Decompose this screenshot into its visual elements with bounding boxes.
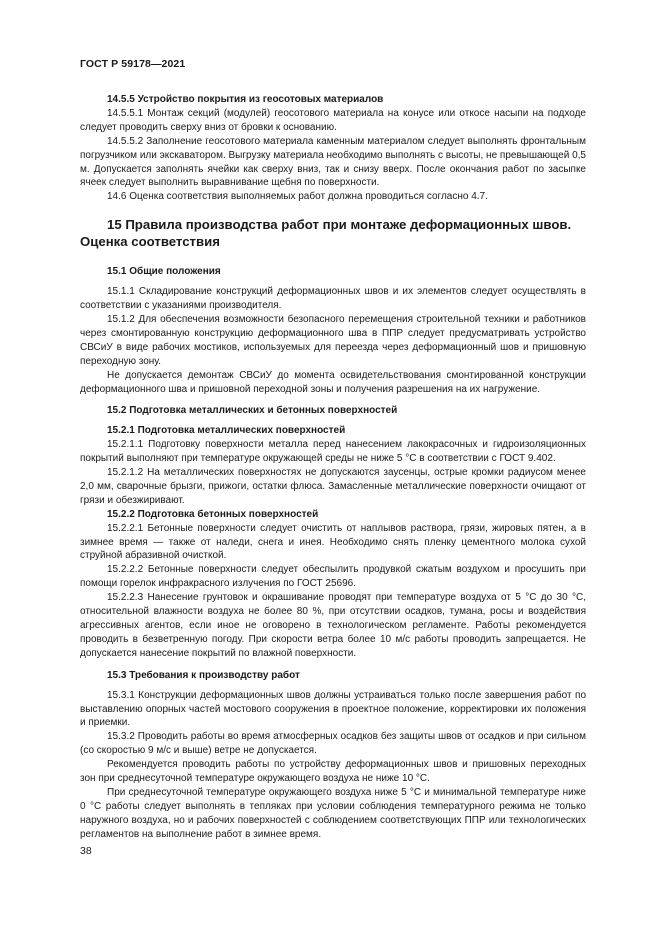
- paragraph: 14.5.5.1 Монтаж секций (модулей) геосотового материала на конусе или откосе насыпи на подходе следует проводить сверху вниз от бровки к основанию.: [80, 107, 586, 133]
- paragraph: 14.5.5.2 Заполнение геосотового материала каменным материалом следует выполнять фронтальным погрузчиком или экскаватором. Выгрузку материала необходимо выполнять с высоты, не превышающей 0,5 м. Допускается заполнять ячейки как сверху вниз, так и снизу вверх. После окончания работ по засыпке ячеек следует выполнить выравнивание щебня по поверхности.: [80, 135, 586, 189]
- paragraph: 15.2.2.2 Бетонные поверхности следует обеспылить продувкой сжатым воздухом и просушить при помощи горелок инфракрасного излучения по ГОСТ 25696.: [80, 564, 586, 590]
- subsection-heading: 15.2 Подготовка металлических и бетонных поверхностей: [107, 405, 398, 417]
- paragraph: Не допускается демонтаж СВСиУ до момента освидетельствования смонтированной конструкции деформационного шва и пришовной переходной зоны и получения разрешения на их нагружение.: [80, 369, 586, 395]
- paragraph: При среднесуточной температуре окружающего воздуха ниже 5 °С и минимальной температуре ниже 0 °С работы следует выполнять в тепляках при условии соблюдения температурного режима не только наружного воздуха, но и рабочих поверхностей с соблюдением соответствующих ППР или технологических регламентов на выполнение работ в зимнее время.: [80, 786, 586, 840]
- paragraph: 15.2.1.2 На металлических поверхностях не допускаются заусенцы, острые кромки радиусом менее 2,0 мм, сварочные брызги, прижоги, остатки флюса. Замасленные металлические поверхности очищают от грязи и обезжиривают.: [80, 467, 586, 506]
- page-number: 38: [80, 845, 92, 857]
- paragraph: 15.3.1 Конструкции деформационных швов должны устраиваться только после завершения работ по выставлению опорных частей мостового сооружения в проектное положение, корректировки их положения и приемки.: [80, 689, 586, 729]
- paragraph: 15.2.2.3 Нанесение грунтовок и окрашивание проводят при температуре воздуха от 5 °С до 30 °С, относительной влажности воздуха не более 80 %, при отсутствии осадков, тумана, росы и воздействия агрессивных агентов, если иное не оговорено в технологическом регламенте. Работы рекомендуется проводить в безветренную погоду. При скорости ветра более 10 м/с работы проводить запрещается. Не допускается нанесение покрытий по влажной поверхности.: [80, 592, 586, 659]
- paragraph: 15.1.1 Складирование конструкций деформационных швов и их элементов следует осуществлять в соответствии с указаниями производителя.: [80, 286, 586, 312]
- subsection-heading: 15.1 Общие положения: [107, 266, 221, 278]
- subsection-heading: 15.3 Требования к производству работ: [107, 669, 300, 681]
- clause-heading: 15.2.2 Подготовка бетонных поверхностей: [107, 508, 319, 520]
- clause-heading: 15.2.1 Подготовка металлических поверхностей: [107, 425, 346, 437]
- document-header: ГОСТ Р 59178—2021: [80, 58, 186, 70]
- paragraph: Рекомендуется проводить работы по устройству деформационных швов и пришовных переходных зон при среднесуточной температуре окружающего воздуха не ниже 10 °С.: [80, 759, 586, 785]
- paragraph: 15.2.1.1 Подготовку поверхности металла перед нанесением лакокрасочных и гидроизоляционных покрытий выполняют при температуре окружающей среды не ниже 5 °С в соответствии с ГОСТ 9.402.: [80, 439, 586, 465]
- paragraph: 15.1.2 Для обеспечения возможности безопасного перемещения строительной техники и работников через смонтированную конструкцию деформационного шва в ППР следует предусматривать устройство СВСиУ в виде рабочих мостиков, используемых для переезда через деформационный шов и пришовную переходную зону.: [80, 313, 586, 367]
- paragraph: 14.6 Оценка соответствия выполняемых работ должна проводиться согласно 4.7.: [107, 191, 488, 203]
- paragraph: 15.2.2.1 Бетонные поверхности следует очистить от наплывов раствора, грязи, жировых пятен, а в зимнее время — также от наледи, снега и инея. Необходимо снять пленку цементного молока сухой струйной абразивной очисткой.: [80, 522, 586, 562]
- document-body: [80, 93, 586, 842]
- paragraph: 15.3.2 Проводить работы во время атмосферных осадков без защиты швов от осадков и при сильном (со скоростью 9 м/с и выше) ветре не допускается.: [80, 731, 586, 757]
- clause-heading: 14.5.5 Устройство покрытия из геосотовых материалов: [107, 94, 384, 105]
- section-title: 15 Правила производства работ при монтаже деформационных швов. Оценка соответствия: [80, 217, 572, 250]
